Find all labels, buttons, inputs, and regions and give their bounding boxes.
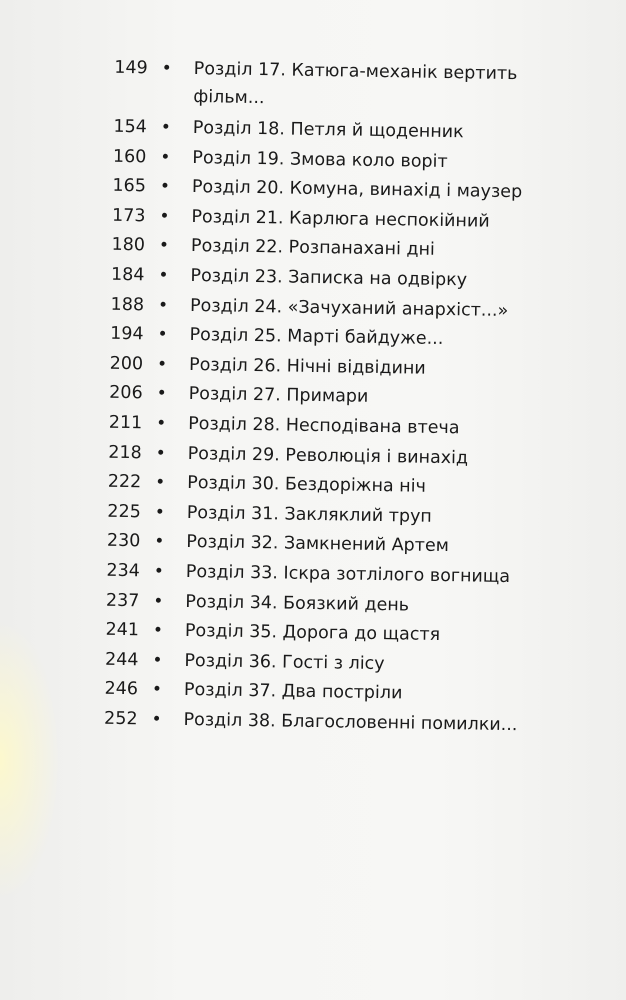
toc-page-number: 241 (105, 619, 140, 641)
toc-bullet: • (154, 502, 165, 523)
toc-page-number: 246 (104, 679, 139, 700)
toc-bullet: • (156, 413, 167, 434)
toc-chapter-title: Розділ 30. Бездоріжна ніч (187, 473, 427, 497)
toc-page-number: 165 (112, 175, 147, 197)
toc-chapter-title: Розділ 28. Несподівана втеча (188, 413, 460, 439)
toc-chapter-title: Розділ 24. «Зачуханий анархіст...» (189, 295, 509, 321)
toc-bullet: • (153, 561, 165, 582)
toc-page-number: 206 (109, 383, 143, 404)
toc-bullet: • (157, 295, 169, 316)
toc-page-number: 194 (110, 323, 144, 345)
toc-page-number: 222 (107, 471, 142, 493)
toc-chapter-title: Розділ 27. Примари (188, 384, 369, 408)
toc-chapter-title: Розділ 31. Закляклий труп (186, 502, 432, 527)
toc-bullet: • (154, 531, 165, 552)
toc-chapter-title: Розділ 26. Нічні відвідини (188, 354, 426, 379)
toc-bullet: • (158, 265, 169, 286)
toc-bullet: • (159, 206, 170, 227)
toc-page-number: 252 (103, 708, 138, 730)
toc-bullet: • (157, 324, 168, 345)
toc-bullet: • (155, 443, 166, 464)
toc-page-number: 230 (106, 531, 141, 552)
toc-chapter-title: Розділ 38. Благословенні помилки... (183, 709, 518, 736)
toc-page-number: 237 (105, 590, 140, 611)
toc-page-number: 180 (111, 235, 146, 256)
toc-page-number: 149 (114, 57, 148, 79)
toc-page-number: 160 (112, 146, 147, 167)
toc-page-number: 184 (110, 264, 145, 286)
toc-chapter-title: Розділ 19. Змова коло воріт (192, 147, 448, 172)
toc-bullet: • (160, 147, 171, 168)
toc-chapter-title: Розділ 34. Боязкий день (185, 591, 410, 615)
toc-chapter-title: Розділ 29. Революція і винахід (187, 443, 469, 468)
toc-page-number: 225 (107, 501, 141, 522)
toc-bullet: • (159, 176, 171, 197)
toc-page-number: 200 (109, 353, 144, 375)
toc-bullet: • (156, 383, 167, 405)
toc-bullet: • (160, 117, 172, 138)
toc-bullet: • (151, 709, 162, 730)
toc-chapter-title: Розділ 18. Петля й щоденник (192, 118, 464, 143)
toc-chapter-title: Розділ 36. Гості з лісу (184, 650, 385, 674)
toc-chapter-title: Розділ 21. Карлюга неспокійний (191, 206, 490, 232)
toc-page-number: 188 (110, 294, 145, 315)
toc-page-number: 154 (113, 116, 147, 138)
toc-bullet: • (152, 650, 163, 671)
toc-chapter-title: Розділ 33. Іскра зотлілого вогнища (185, 561, 511, 587)
toc-bullet: • (155, 472, 166, 493)
toc-chapter-title: Розділ 25. Марті байдуже... (189, 325, 444, 350)
toc-page-number: 218 (108, 442, 142, 463)
toc-chapter-title: Розділ 22. Розпанахані дні (190, 236, 436, 261)
toc-bullet: • (152, 620, 164, 641)
toc-chapter-title: Розділ 17. Катюга-механік вертить фільм... (193, 59, 518, 109)
table-of-contents (0, 52, 626, 742)
toc-entry (0, 52, 626, 121)
toc-bullet: • (158, 235, 170, 257)
toc-chapter-title: Розділ 23. Записка на одвірку (190, 265, 468, 291)
toc-bullet: • (156, 354, 168, 375)
toc-chapter-title: Розділ 35. Дорога до щастя (184, 621, 441, 646)
toc-page-number: 211 (108, 412, 143, 434)
toc-bullet: • (153, 590, 164, 612)
toc-bullet: • (151, 679, 163, 700)
toc-page-number: 173 (111, 205, 146, 227)
toc-page-number: 234 (106, 560, 141, 582)
toc-chapter-title: Розділ 20. Комуна, винахід і маузер (191, 177, 523, 203)
toc-page-number: 244 (104, 649, 139, 670)
toc-chapter-title: Розділ 32. Замкнений Артем (186, 532, 450, 557)
toc-bullet: • (161, 58, 172, 79)
toc-chapter-title: Розділ 37. Два постріли (183, 680, 403, 704)
